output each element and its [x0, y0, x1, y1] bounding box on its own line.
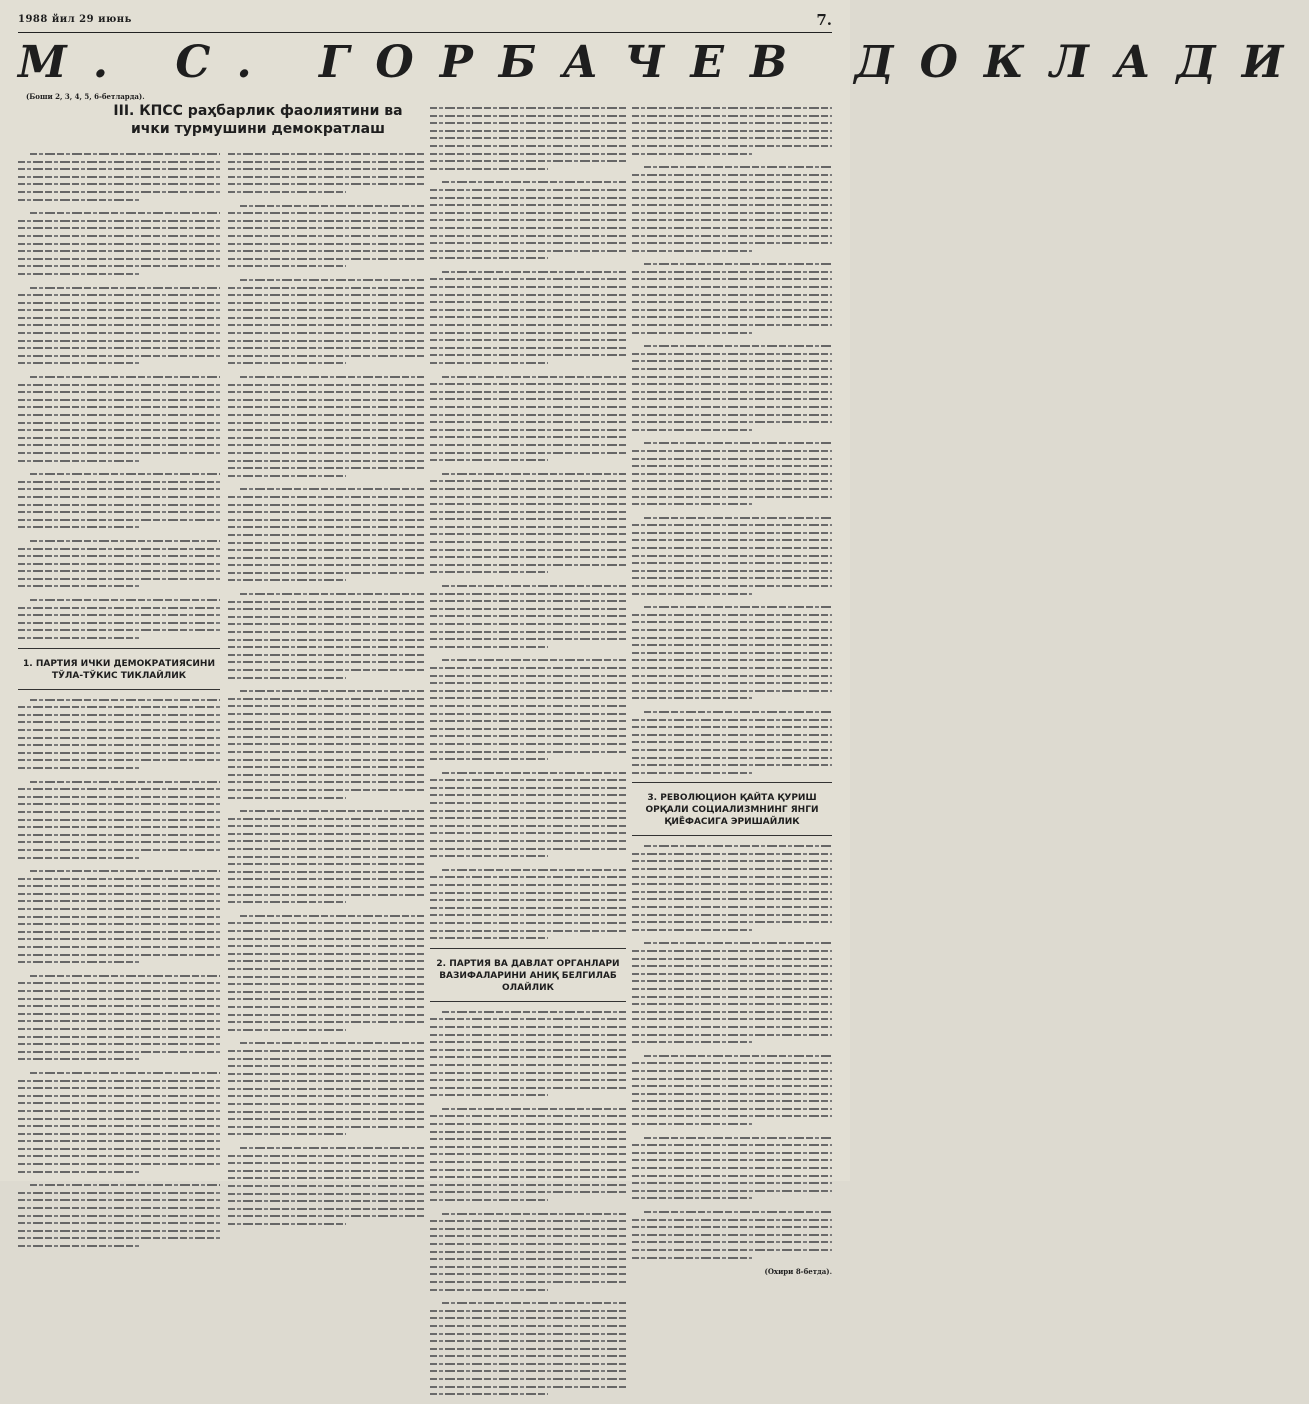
page-number: 7.	[816, 11, 832, 29]
issue-date: 1988 йил 29 июнь	[18, 14, 132, 25]
paragraph	[430, 582, 626, 650]
paragraph	[228, 373, 424, 479]
paragraph	[632, 1052, 832, 1128]
section-heading-2: 2. ПАРТИЯ ВА ДАВЛАТ ОРГАНЛАРИ ВАЗИФАЛАРИНИ АНИҚ БЕЛГИЛАБ ОЛАЙЛИК	[436, 958, 620, 993]
page-header	[18, 11, 832, 30]
section-heading-3: III. КПСС раҳбарлик фаолиятини ва ички турмушини демократлаш	[113, 103, 403, 137]
paragraph	[228, 485, 424, 584]
paragraph	[228, 687, 424, 801]
paragraph	[632, 1208, 832, 1261]
continuation-note: (Боши 2, 3, 4, 5, 6-бетларда).	[26, 92, 145, 101]
paragraph	[632, 104, 832, 157]
paragraph	[632, 260, 832, 336]
paragraph	[228, 1144, 424, 1228]
paragraph	[430, 1299, 626, 1398]
paragraph	[228, 807, 424, 906]
paragraph	[632, 939, 832, 1045]
paragraph	[228, 150, 424, 196]
paragraph	[18, 537, 220, 590]
paragraph	[18, 373, 220, 464]
paragraph	[18, 1181, 220, 1249]
paragraph	[18, 972, 220, 1063]
section-box-3	[632, 782, 832, 836]
paragraph	[18, 209, 220, 277]
paragraph	[430, 470, 626, 576]
paragraph	[18, 1069, 220, 1175]
paragraph	[430, 268, 626, 367]
paragraph	[18, 696, 220, 772]
paragraph	[18, 596, 220, 642]
text-column-4	[632, 104, 832, 1276]
paragraph	[18, 284, 220, 368]
paragraph	[632, 603, 832, 702]
section-heading-1: 1. ПАРТИЯ ИЧКИ ДЕМОКРАТИЯСИНИ ТЎЛА-ТЎКИС ТИКЛАЙЛИК	[23, 658, 215, 681]
paragraph	[430, 1105, 626, 1204]
paragraph	[430, 373, 626, 464]
paragraph	[18, 470, 220, 531]
section-box-2	[430, 948, 626, 1002]
paragraph	[18, 150, 220, 203]
paragraph	[632, 1134, 832, 1202]
paragraph	[430, 656, 626, 762]
banner-headline: М. С. ГОРБАЧЕВ ДОКЛАДИ	[18, 37, 1309, 88]
paragraph	[632, 342, 832, 433]
paragraph	[632, 708, 832, 776]
section-box-1	[18, 648, 220, 690]
paragraph	[228, 202, 424, 270]
paragraph	[18, 867, 220, 966]
text-column-2	[228, 150, 424, 1234]
paragraph	[632, 514, 832, 598]
paragraph	[430, 1008, 626, 1099]
paragraph	[632, 439, 832, 507]
paragraph	[632, 842, 832, 933]
paragraph	[430, 178, 626, 262]
header-rule	[18, 32, 832, 33]
paragraph	[430, 866, 626, 942]
paragraph	[228, 276, 424, 367]
section-heading-3b: 3. РЕВОЛЮЦИОН ҚАЙТА ҚУРИШ ОРҚАЛИ СОЦИАЛИЗМНИНГ ЯНГИ ҚИЁФАСИГА ЭРИШАЙЛИК	[645, 793, 819, 828]
text-column-3	[430, 104, 626, 1404]
paragraph	[632, 163, 832, 254]
paragraph	[430, 104, 626, 172]
paragraph	[228, 1039, 424, 1138]
paragraph	[430, 1210, 626, 1294]
paragraph	[430, 769, 626, 860]
paragraph	[18, 778, 220, 862]
paragraph	[228, 912, 424, 1034]
paragraph	[228, 590, 424, 681]
text-column-1	[18, 150, 220, 1256]
continued-note: (Охири 8-бетда).	[764, 1267, 832, 1277]
